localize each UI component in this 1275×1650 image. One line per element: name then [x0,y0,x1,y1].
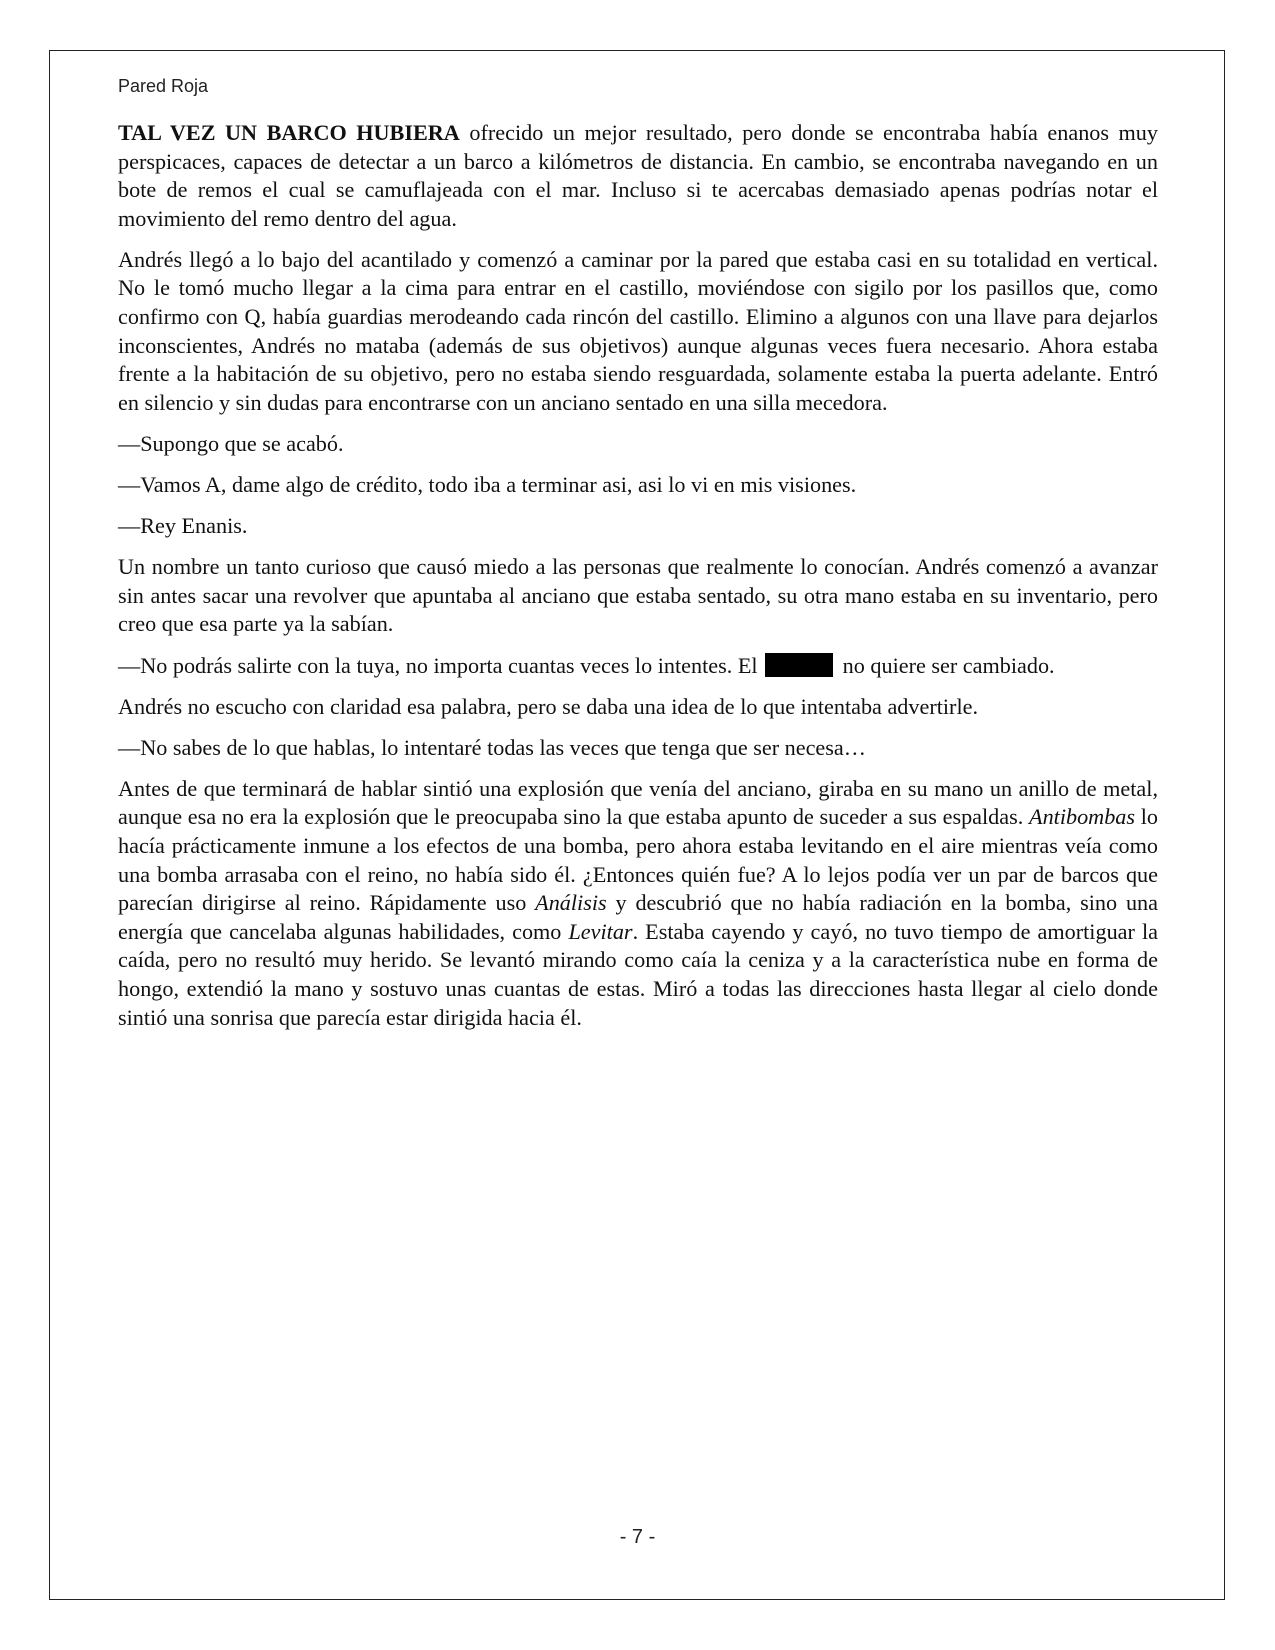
paragraph-10-part-c: y descubrió que no había radiación en la bomba, sino una energía que cancelaba algunas habilidades, como [118,890,1158,944]
dialogue-line-3: —Rey Enanis. [118,513,248,539]
dialogue-line-4-end: no quiere ser cambiado. [842,652,1055,678]
dialogue-line-4 [118,652,1158,681]
paragraph-1-text: ofrecido un mejor resultado, pero donde se encontraba había enanos muy perspicaces, capaces de detectar a un barco a kilómetros de distancia. En cambio, se encontraba navegando en un bote de remos el cual se camuflajeada con el mar. Incluso si te acercabas demasiado apenas podrías notar el movimiento del remo dentro del agua. [118,120,1158,231]
skill-antibombas: Antibombas [1029,804,1136,830]
paragraph-6: Un nombre un tanto curioso que causó miedo a las personas que realmente lo conocían. Andrés comenzó a avanzar sin antes sacar una revolver que apuntaba al anciano que estaba sentado, su otra mano estaba en su inventario, pero creo que esa parte ya la sabían. [118,554,1158,637]
paragraph-2: Andrés llegó a lo bajo del acantilado y comenzó a caminar por la pared que estaba casi en su totalidad en vertical. No le tomó mucho llegar a la cima para entrar en el castillo, moviéndose con sigilo por los pasillos que, como confirmo con Q, había guardias merodeando cada rincón del castillo. Elimino a algunos con una llave para dejarlos inconscientes, Andrés no mataba (además de sus objetivos) aunque algunas veces fuera necesario. Ahora estaba frente a la habitación de su objetivo, pero no estaba siendo resguardada, solamente estaba la puerta adelante. Entró en silencio y sin dudas para encontrarse con un anciano sentado en una silla mecedora. [118,246,1158,415]
paragraph-10-part-b: lo hacía prácticamente inmune a los efectos de una bomba, pero ahora estaba levitando en el aire mientras veía como una bomba arrasaba con el reino, no había sido él. ¿Entonces quién fue? A lo lejos podía ver un par de barcos que parecían dirigirse al reino. Rápidamente uso [118,804,1158,916]
paragraph-10-part-a: Antes de que terminará de hablar sintió una explosión que venía del anciano, giraba en su mano un anillo de metal, aunque esa no era la explosión que le preocupaba sino la que estaba apunto de suceder a sus espaldas. [118,775,1158,830]
redaction-bar [765,653,833,677]
dialogue-line-2: —Vamos A, dame algo de crédito, todo iba a terminar asi, asi lo vi en mis visiones. [118,472,857,498]
paragraph-1 [118,119,1158,233]
body-text [118,119,1158,1045]
paragraph-10-part-d: . Estaba cayendo y cayó, no tuvo tiempo de amortiguar la caída, pero no resultó muy herido. Se levantó mirando como caía la ceniza y a la característica nube en forma de hongo, extendió la mano y sostuvo unas cuantas de estas. Miró a todas las direcciones hasta llegar al cielo donde sintió una sonrisa que parecía estar dirigida hacia él. [118,918,1158,1030]
paragraph-8: Andrés no escucho con claridad esa palabra, pero se daba una idea de lo que intentaba advertirle. [118,693,979,719]
running-header: Pared Roja [118,76,209,96]
skill-levitar: Levitar [568,918,633,944]
dialogue-line-1: —Supongo que se acabó. [118,430,344,456]
dialogue-line-4-start: —No podrás salirte con la tuya, no importa cuantas veces lo intentes. El [118,652,758,678]
paragraph-lead-in: TAL VEZ UN BARCO HUBIERA [118,120,460,145]
skill-analisis: Análisis [535,890,607,916]
dialogue-line-5: —No sabes de lo que hablas, lo intentaré todas las veces que tenga que ser necesa… [118,734,866,760]
page-number: - 7 - [619,1526,656,1548]
paragraph-10 [118,775,1158,1032]
